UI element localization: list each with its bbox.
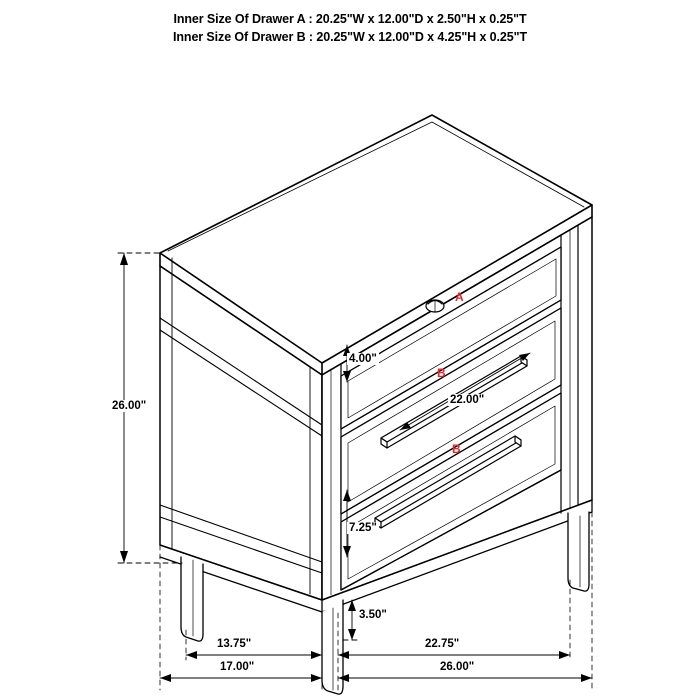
drawer-a-letter: A bbox=[455, 290, 464, 304]
dim-label-overall-height: 26.00" bbox=[112, 400, 147, 412]
dim-label-drawer-b-height: 7.25" bbox=[349, 522, 377, 534]
drawer-a-knob bbox=[426, 300, 444, 312]
drawer-b-top-letter: B bbox=[437, 366, 446, 380]
drawer-b-inner-size-text: Inner Size Of Drawer B : 20.25"W x 12.00"D x 4.25"H x 0.25"T bbox=[173, 30, 527, 44]
dim-label-width-total: 26.00" bbox=[440, 661, 475, 673]
dim-label-depth-total: 17.00" bbox=[220, 661, 255, 673]
dim-width-total bbox=[338, 674, 592, 682]
dim-depth-front bbox=[186, 651, 322, 659]
drawer-a-inner-size-text: Inner Size Of Drawer A : 20.25"W x 12.00"D x 2.50"H x 0.25"T bbox=[173, 12, 527, 26]
drawer-b-bottom-letter: B bbox=[452, 442, 461, 456]
dim-width-front bbox=[338, 651, 570, 659]
dim-label-width-front: 22.75" bbox=[425, 638, 460, 650]
dim-label-drawer-a-height: 4.00" bbox=[349, 353, 377, 365]
dim-label-drawer-width: 22.00" bbox=[450, 394, 485, 406]
dim-label-leg-height: 3.50" bbox=[359, 609, 387, 621]
dim-label-depth-front: 13.75" bbox=[217, 638, 252, 650]
dim-depth-total bbox=[160, 674, 322, 682]
